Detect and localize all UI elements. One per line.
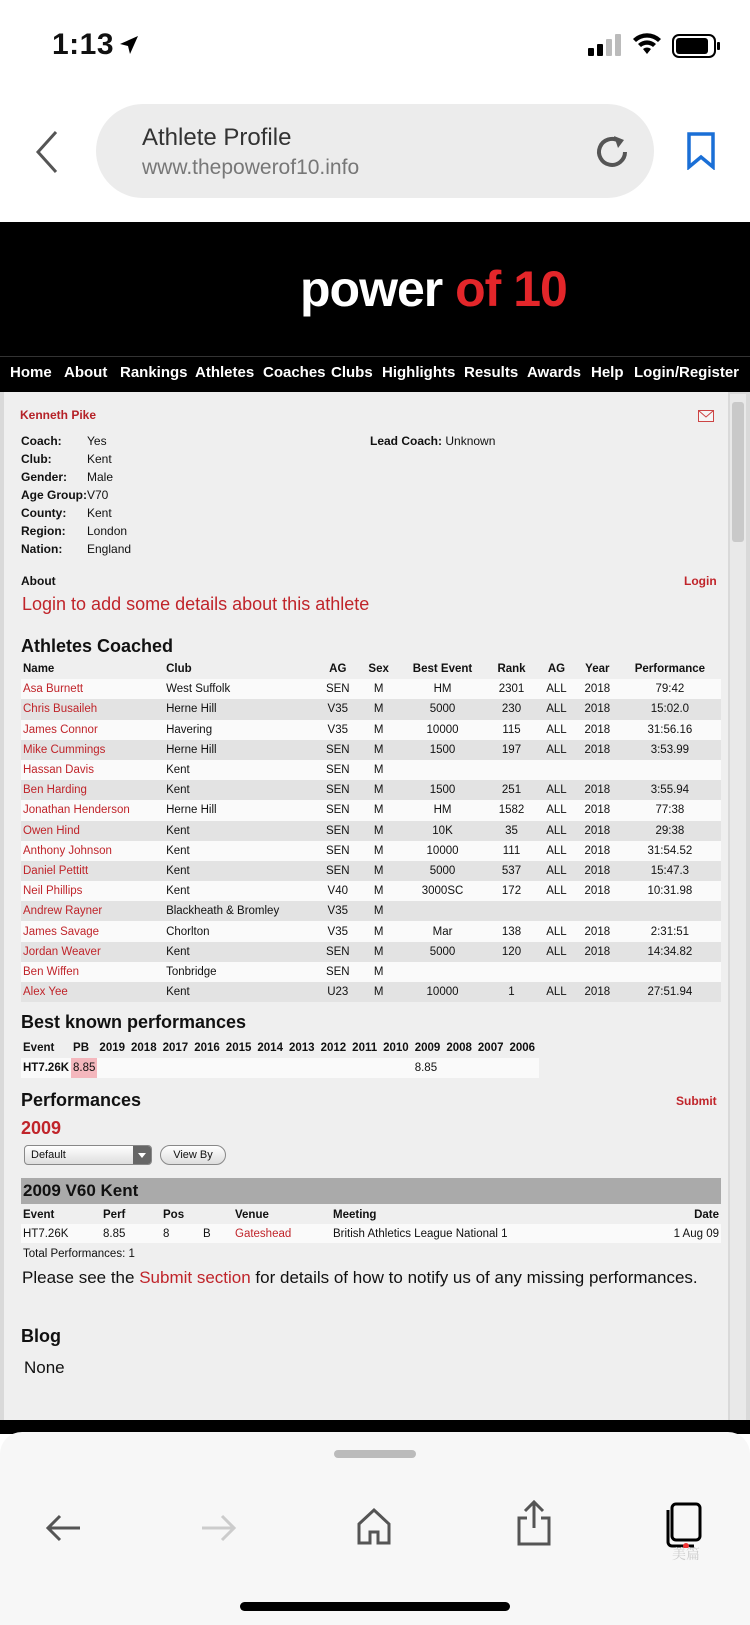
- wifi-icon: [632, 32, 662, 56]
- nav-help[interactable]: Help: [591, 364, 624, 381]
- share-icon[interactable]: [516, 1500, 552, 1546]
- submit-link[interactable]: Submit: [676, 1094, 717, 1108]
- nav-login-register[interactable]: Login/Register: [634, 364, 740, 381]
- best-known-heading: Best known performances: [21, 1012, 247, 1032]
- nav-about[interactable]: About: [64, 364, 108, 381]
- submit-section-link[interactable]: Submit section: [139, 1268, 251, 1287]
- table-row: Hassan Davis Kent SEN M: [21, 760, 721, 780]
- profile-panel: [4, 392, 728, 1432]
- nav-results[interactable]: Results: [464, 364, 519, 381]
- table-row: Asa Burnett West Suffolk SEN M HM 2301 ALL 2018 79:42: [21, 679, 721, 699]
- web-content: [0, 222, 750, 1432]
- table-header-row: Event Perf Pos Venue Meeting Date: [23, 1209, 719, 1221]
- toolbar-grabber[interactable]: [334, 1450, 416, 1458]
- cellular-signal-icon: [588, 34, 622, 56]
- battery-icon: [672, 34, 722, 58]
- performances-heading: Performances: [21, 1090, 142, 1110]
- best-known-table: [21, 1038, 539, 1078]
- athlete-link[interactable]: Mike Cummings: [21, 740, 164, 760]
- scrollbar-thumb[interactable]: [732, 402, 744, 542]
- table-row: Andrew Rayner Blackheath & Bromley V35 M: [21, 901, 721, 921]
- about-label: About: [21, 574, 56, 588]
- athlete-link[interactable]: Ben Wiffen: [21, 962, 164, 982]
- mail-icon[interactable]: [698, 410, 714, 422]
- table-row: Ben Wiffen Tonbridge SEN M: [21, 962, 721, 982]
- sort-select[interactable]: Default: [24, 1145, 152, 1165]
- site-nav: [0, 356, 750, 392]
- table-row: Mike Cummings Herne Hill SEN M 1500 197 ALL 2018 3:53.99: [21, 740, 721, 760]
- athlete-link[interactable]: Jonathan Henderson: [21, 800, 164, 820]
- location-arrow-icon: [118, 34, 140, 56]
- info-county: County: Kent: [21, 506, 112, 520]
- site-header: [0, 222, 750, 356]
- back-arrow-icon[interactable]: [44, 1512, 84, 1544]
- table-row: Neil Phillips Kent V40 M 3000SC 172 ALL 2018 10:31.98: [21, 881, 721, 901]
- chevron-left-icon[interactable]: [34, 130, 60, 174]
- table-row: Ben Harding Kent SEN M 1500 251 ALL 2018 3:55.94: [21, 780, 721, 800]
- login-link[interactable]: Login: [684, 574, 717, 588]
- athlete-link[interactable]: Ben Harding: [21, 780, 164, 800]
- home-indicator[interactable]: [240, 1602, 510, 1611]
- table-row: James Savage Chorlton V35 M Mar 138 ALL 2018 2:31:51: [21, 921, 721, 941]
- page-title: Athlete Profile: [142, 124, 292, 151]
- page-scrollbar[interactable]: [730, 394, 746, 1432]
- athlete-link[interactable]: Daniel Pettitt: [21, 861, 164, 881]
- table-row: HT7.26K 8.85 8.85: [21, 1058, 539, 1078]
- athlete-link[interactable]: James Connor: [21, 720, 164, 740]
- browser-header: [0, 90, 750, 222]
- blog-heading: Blog: [21, 1326, 61, 1346]
- blog-value: None: [24, 1358, 65, 1377]
- status-bar: [0, 0, 750, 90]
- home-icon[interactable]: [356, 1506, 392, 1546]
- venue-link[interactable]: Gateshead: [233, 1224, 331, 1243]
- page-domain: www.thepowerof10.info: [142, 156, 360, 179]
- performances-table: [21, 1206, 721, 1243]
- info-region: Region: London: [21, 524, 128, 538]
- nav-athletes[interactable]: Athletes: [195, 364, 255, 381]
- info-age-group: Age Group:V70: [21, 488, 109, 502]
- table-header-row: Event PB 2019 2018 2017 2016 2015 2014 2013 2012 2011 2010 2009 2008 2007 2006: [23, 1042, 536, 1054]
- reload-icon[interactable]: [592, 132, 632, 172]
- nav-awards[interactable]: Awards: [527, 364, 581, 381]
- performance-group-title: 2009 V60 Kent: [21, 1178, 721, 1204]
- forward-arrow-icon: [198, 1512, 238, 1544]
- athlete-link[interactable]: Andrew Rayner: [21, 901, 164, 921]
- tabs-icon[interactable]: [664, 1502, 708, 1548]
- athlete-link[interactable]: Neil Phillips: [21, 881, 164, 901]
- total-performances: Total Performances: 1: [23, 1248, 135, 1260]
- info-nation: Nation: England: [21, 542, 132, 556]
- athlete-link[interactable]: Owen Hind: [21, 821, 164, 841]
- athletes-coached-heading: Athletes Coached: [21, 636, 174, 656]
- athletes-coached-table: [21, 659, 721, 1002]
- table-row: HT7.26K 8.85 8 B Gateshead British Athletics League National 1 1 Aug 09: [21, 1224, 721, 1243]
- browser-toolbar: [0, 1432, 750, 1625]
- table-row: James Connor Havering V35 M 10000 115 ALL 2018 31:56.16: [21, 720, 721, 740]
- info-gender: Gender: Male: [21, 470, 114, 484]
- athlete-link[interactable]: Alex Yee: [21, 982, 164, 1002]
- submit-notice: Please see the Submit section for details of how to notify us of any missing performances.: [22, 1268, 698, 1287]
- performance-year: 2009: [21, 1118, 62, 1138]
- table-row: Jonathan Henderson Herne Hill SEN M HM 1582 ALL 2018 77:38: [21, 800, 721, 820]
- table-row: Jordan Weaver Kent SEN M 5000 120 ALL 2018 14:34.82: [21, 942, 721, 962]
- address-bar[interactable]: [96, 104, 654, 198]
- athlete-link[interactable]: Anthony Johnson: [21, 841, 164, 861]
- athlete-link[interactable]: James Savage: [21, 921, 164, 941]
- site-logo[interactable]: [300, 260, 567, 318]
- table-row: Anthony Johnson Kent SEN M 10000 111 ALL 2018 31:54.52: [21, 841, 721, 861]
- meeting-link[interactable]: British Athletics League National 1: [331, 1224, 631, 1243]
- status-time: 1:13: [52, 28, 115, 61]
- nav-coaches[interactable]: Coaches: [263, 364, 326, 381]
- info-coach: Coach: Yes: [21, 434, 107, 448]
- table-row: Chris Busaileh Herne Hill V35 M 5000 230 ALL 2018 15:02.0: [21, 699, 721, 719]
- table-header-row: Name Club AG Sex Best Event Rank AG Year Performance: [23, 663, 706, 676]
- info-club: Club: Kent: [21, 452, 112, 466]
- view-by-button[interactable]: View By: [160, 1145, 226, 1165]
- nav-home[interactable]: Home: [10, 364, 52, 381]
- athlete-name: Kenneth Pike: [20, 408, 97, 422]
- athlete-link[interactable]: Chris Busaileh: [21, 699, 164, 719]
- nav-highlights[interactable]: Highlights: [382, 364, 456, 381]
- logo-text-red: of 10: [455, 261, 567, 317]
- table-row: Owen Hind Kent SEN M 10K 35 ALL 2018 29:38: [21, 821, 721, 841]
- table-row: Daniel Pettitt Kent SEN M 5000 537 ALL 2018 15:47.3: [21, 861, 721, 881]
- athlete-link[interactable]: Hassan Davis: [21, 760, 164, 780]
- bookmark-icon[interactable]: [686, 132, 716, 170]
- logo-text-white: power: [300, 261, 456, 317]
- login-to-add-link[interactable]: Login to add some details about this athlete: [22, 594, 370, 614]
- chevron-down-icon: [133, 1146, 151, 1164]
- nav-clubs[interactable]: Clubs: [331, 364, 373, 381]
- nav-rankings[interactable]: Rankings: [120, 364, 188, 381]
- lead-coach: Lead Coach: Unknown: [370, 434, 496, 448]
- athlete-link[interactable]: Jordan Weaver: [21, 942, 164, 962]
- table-row: Alex Yee Kent U23 M 10000 1 ALL 2018 27:51.94: [21, 982, 721, 1002]
- watermark-text: 美篇: [672, 1546, 700, 1562]
- athlete-link[interactable]: Asa Burnett: [21, 679, 164, 699]
